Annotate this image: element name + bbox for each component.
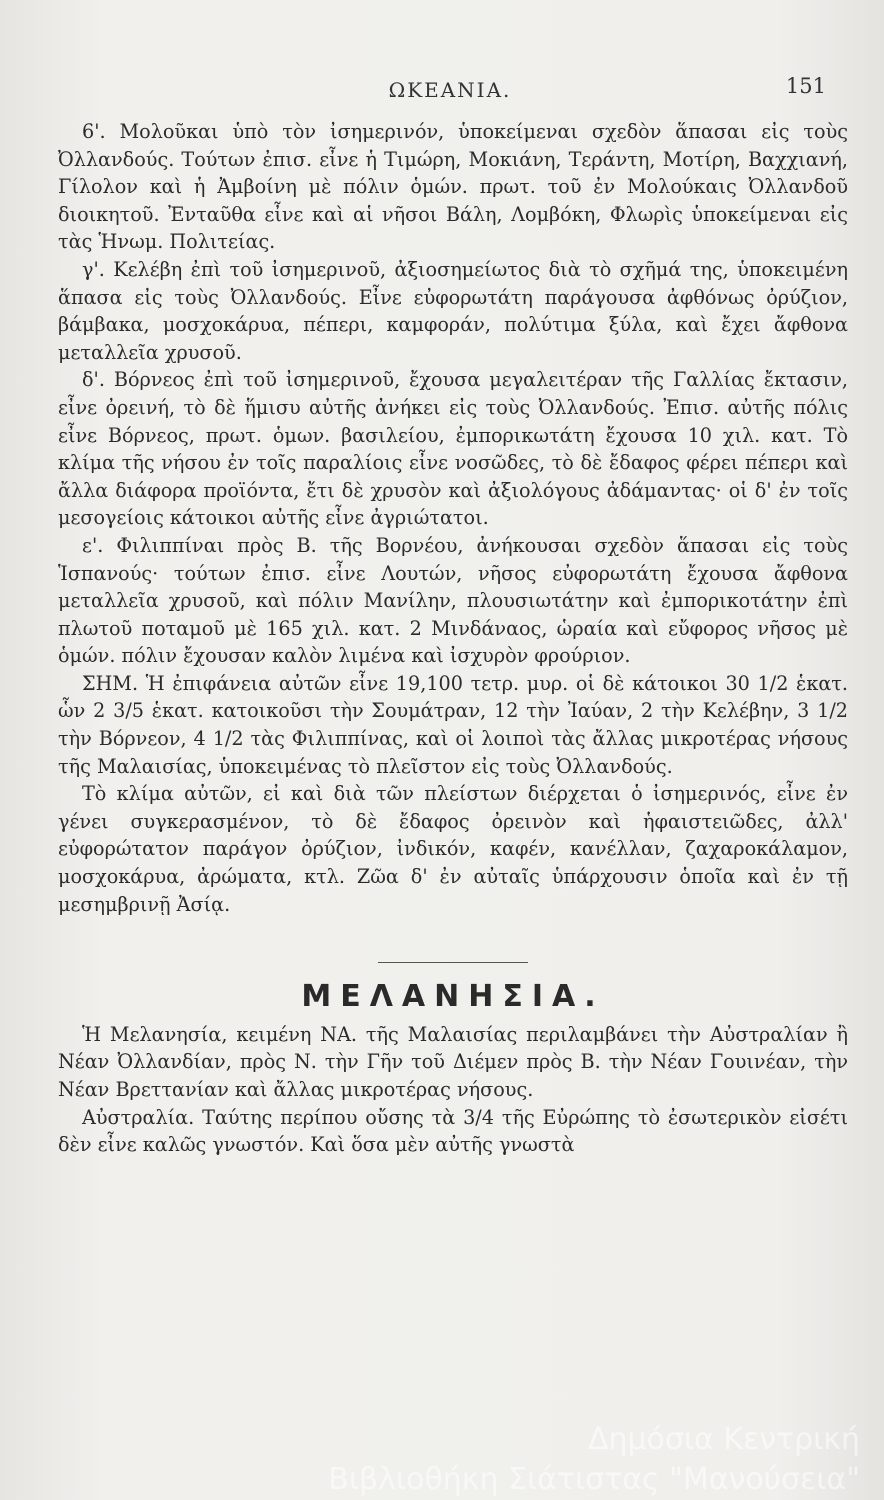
paragraph-borneo: δ'. Βόρνεος ἐπὶ τοῦ ἰσημερινοῦ, ἔχουσα μεγαλειτέραν τῆς Γαλλίας ἔκτασιν, εἶνε ὀρεινή, τὸ δὲ ἥμισυ αὐτῆς ἀνήκει εἰς τοὺς Ὀλλανδούς. Ἐπισ. αὐτῆς πόλις εἶνε Βόρνεος, πρωτ. ὁμων. βασιλείου, ἐμπορικωτάτη ἔχουσα 10 χιλ. κατ. Τὸ κλίμα τῆς νήσου ἐν τοῖς παραλίοις εἶνε νοσῶδες, τὸ δὲ ἔδαφος φέρει πέπερι καὶ ἄλλα διάφορα προϊόντα, ἔτι δὲ χρυσὸν καὶ ἀξιολόγους ἀδάμαντας· οἱ δ' ἐν τοῖς μεσογείοις κάτοικοι αὐτῆς εἶνε ἀγριώτατοι.: [58, 368, 848, 530]
library-watermark: [170, 1420, 860, 1500]
running-head: ΩΚΕΑΝΙΑ.: [388, 78, 512, 102]
watermark-line-2: Βιβλιοθήκη Σιάτιστας "Μανούσεια": [328, 1462, 860, 1497]
watermark-line-1: Δημόσια Κεντρική: [587, 1422, 860, 1457]
section-title: ΜΕΛΑΝΗΣΙΑ.: [301, 979, 605, 1015]
page-header: [60, 70, 840, 110]
paragraph-moluccas: 6'. Μολοῦκαι ὑπὸ τὸν ἰσημερινόν, ὑποκείμεναι σχεδὸν ἅπασαι εἰς τοὺς Ὀλλανδούς. Τούτων ἐπισ. εἶνε ἡ Τιμώρη, Μοκιάνη, Τεράντη, Μοτίρη, Βαχχιανή, Γίλολον καὶ ἡ Ἀμβοίνη μὲ πόλιν ὁμών. πρωτ. τοῦ ἐν Μολούκαις Ὀλλανδοῦ διοικητοῦ. Ἐνταῦθα εἶνε καὶ αἱ νῆσοι Βάλη, Λομβόκη, Φλωρὶς ὑποκείμεναι εἰς τὰς Ἡνωμ. Πολιτείας.: [58, 120, 848, 254]
paragraph-climate: Τὸ κλίμα αὐτῶν, εἰ καὶ διὰ τῶν πλείστων διέρχεται ὁ ἰσημερινός, εἶνε ἐν γένει συγκερασμένον, τὸ δὲ ἔδαφος ὀρεινὸν καὶ ἡφαιστειῶδες, ἀλλ' εὐφορώτατον παράγον ὀρύζιον, ἰνδικόν, καφέν, κανέλλαν, ζαχαροκάλαμον, μοσχοκάρυα, ἀρώματα, κτλ. Ζῶα δ' ἐν αὐταῖς ὑπάρχουσιν ὁποῖα καὶ ἐν τῇ μεσημβρινῇ Ἀσίᾳ.: [58, 782, 848, 916]
page-body: [58, 118, 848, 1159]
paragraph-philippines: ε'. Φιλιππίναι πρὸς Β. τῆς Βορνέου, ἀνήκουσαι σχεδὸν ἅπασαι εἰς τοὺς Ἱσπανούς· τούτων ἐπισ. εἶνε Λουτών, νῆσος εὐφορωτάτη ἔχουσα ἄφθονα μεταλλεῖα χρυσοῦ, καὶ πόλιν Μανίλην, πλουσιωτάτην καὶ ἐμπορικοτάτην ἐπὶ πλωτοῦ ποταμοῦ μὲ 165 χιλ. κατ. 2 Μινδάναος, ὡραία καὶ εὔφορος νῆσος μὲ ὁμών. πόλιν ἔχουσαν καλὸν λιμένα καὶ ἰσχυρὸν φρούριον.: [58, 533, 848, 668]
paragraph-note: ΣΗΜ. Ἡ ἐπιφάνεια αὐτῶν εἶνε 19,100 τετρ. μυρ. οἱ δὲ κάτοικοι 30 1/2 ἑκατ. ὧν 2 3/5 ἑκατ. κατοικοῦσι τὴν Σουμάτραν, 12 τὴν Ἰαύαν, 2 τὴν Κελέβην, 3 1/2 τὴν Βόρνεον, 4 1/2 τὰς Φιλιππίνας, καὶ οἱ λοιποὶ τὰς ἄλλας μικροτέρας νήσους τῆς Μαλαισίας, ὑποκειμένας τὸ πλεῖστον εἰς τοὺς Ὀλλανδούς.: [58, 671, 848, 778]
section-divider: [378, 962, 528, 963]
paragraph-australia: Αὐστραλία. Ταύτης περίπου οὔσης τὰ 3/4 τῆς Εὐρώπης τὸ ἐσωτερικὸν εἰσέτι δὲν εἶνε καλῶς γνωστόν. Καὶ ὅσα μὲν αὐτῆς γνωστὰ: [58, 1105, 848, 1157]
page-number: 151: [785, 74, 826, 98]
paragraph-melanesia-intro: Ἡ Μελανησία, κειμένη ΝΑ. τῆς Μαλαισίας περιλαμβάνει τὴν Αὐστραλίαν ἢ Νέαν Ὀλλανδίαν, πρὸς Ν. τὴν Γῆν τοῦ Διέμεν πρὸς Β. τὴν Νέαν Γουινέαν, τὴν Νέαν Βρεττανίαν καὶ ἄλλας μικροτέρας νήσους.: [58, 1022, 848, 1101]
paragraph-celebes: γ'. Κελέβη ἐπὶ τοῦ ἰσημερινοῦ, ἀξιοσημείωτος διὰ τὸ σχῆμά της, ὑποκειμένη ἅπασα εἰς τοὺς Ὀλλανδούς. Εἶνε εὐφορωτάτη παράγουσα ἀφθόνως ὀρύζιον, βάμβακα, μοσχοκάρυα, πέπερι, καμφοράν, πολύτιμα ξύλα, καὶ ἔχει ἄφθονα μεταλλεῖα χρυσοῦ.: [58, 257, 848, 364]
